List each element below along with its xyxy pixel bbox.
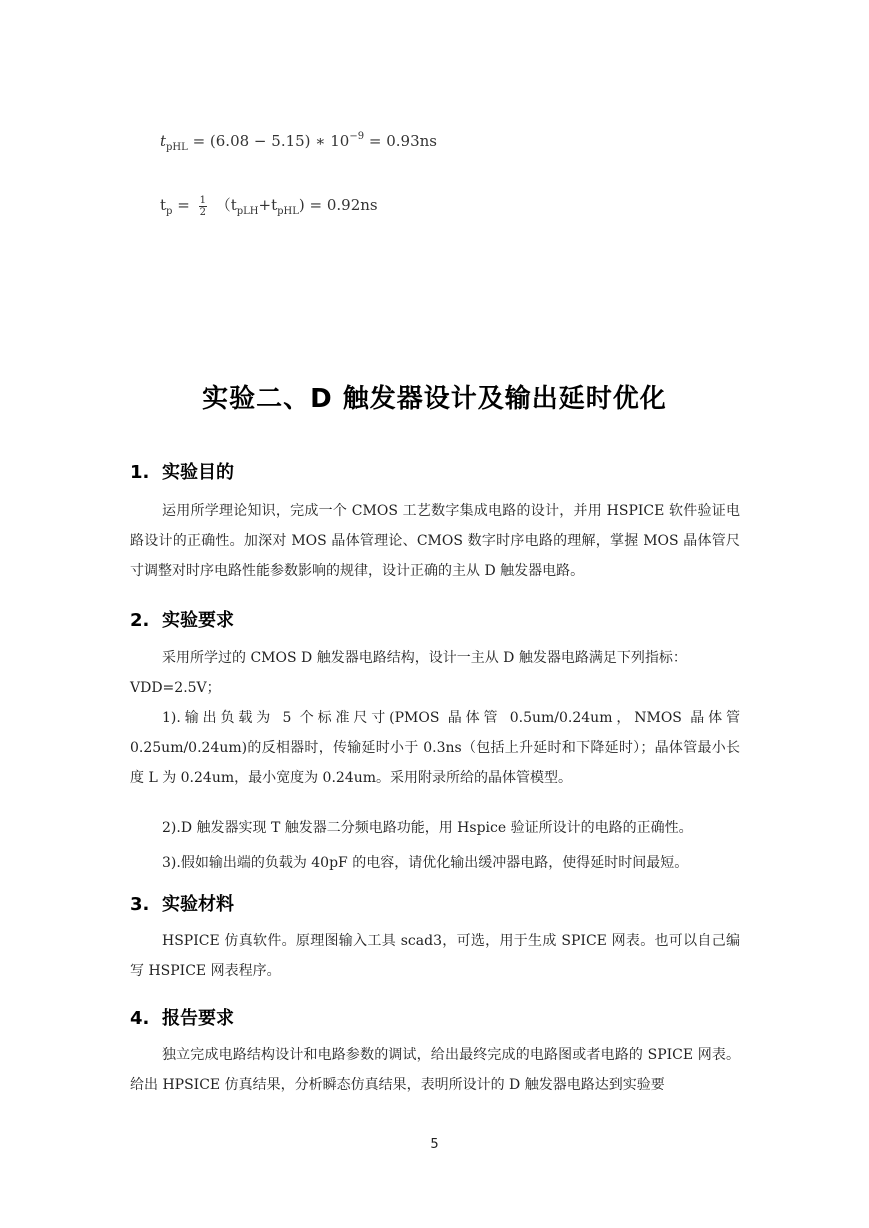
- eq-result: ) = 0.92ns: [298, 196, 378, 214]
- paragraph: 独立完成电路结构设计和电路参数的调试，给出最终完成的电路图或者电路的 SPICE 网表。给出 HPSICE 仿真结果，分析瞬态仿真结果，表明所设计的 D 触发器电路达到实验要: [130, 1047, 740, 1093]
- eq-frac-den: 2: [199, 206, 206, 218]
- eq-open: （t: [215, 196, 237, 214]
- paragraph: HSPICE 仿真软件。原理图输入工具 scad3，可选，用于生成 SPICE 网表。也可以自己编写 HSPICE 网表程序。: [130, 933, 740, 979]
- section-number: 1.: [130, 462, 150, 483]
- eq-sub: pHL: [166, 142, 188, 153]
- eq-var: t: [160, 196, 167, 214]
- section-number: 4.: [130, 1008, 150, 1029]
- eq-plus: +t: [258, 196, 278, 214]
- eq-frac-num: 1: [199, 194, 206, 206]
- eq-result: = 0.93ns: [368, 132, 437, 150]
- equation-tp: [160, 194, 378, 218]
- section-title: 实验材料: [162, 894, 234, 915]
- paragraph: 运用所学理论知识，完成一个 CMOS 工艺数字集成电路的设计，并用 HSPICE 软件验证电路设计的正确性。加深对 MOS 晶体管理论、CMOS 数字时序电路的理解，掌握 MOS 晶体管尺寸调整对时序电路性能参数影响的规律，设计正确的主从 D 触发器电路。: [130, 503, 740, 579]
- eq-exp: −9: [349, 131, 365, 142]
- paragraph: 2).D 触发器实现 T 触发器二分频电路功能，用 Hspice 验证所设计的电路的正确性。: [162, 820, 693, 836]
- equation-tphl: [160, 131, 437, 153]
- section-title: 实验要求: [162, 610, 234, 631]
- section-number: 2.: [130, 610, 150, 631]
- section-heading-1: [130, 458, 234, 484]
- page-title: 实验二、D 触发器设计及输出延时优化: [202, 384, 667, 414]
- section-heading-2: [130, 606, 234, 632]
- paragraph: VDD=2.5V；: [130, 680, 221, 696]
- eq-var: t: [160, 132, 167, 150]
- section-number: 3.: [130, 894, 150, 915]
- paragraph: 1).输出负载为 5 个标准尺寸(PMOS 晶体管 0.5um/0.24um，NMOS 晶体管 0.25um/0.24um)的反相器时，传输延时小于 0.3ns（包括上升延时和下降延时）；晶体管最小长度 L 为 0.24um，最小宽度为 0.24um。采用附录所给的晶体管模型。: [130, 710, 740, 786]
- paragraph: 采用所学过的 CMOS D 触发器电路结构，设计一主从 D 触发器电路满足下列指标：: [162, 650, 687, 666]
- page-number: 5: [430, 1137, 439, 1152]
- section-heading-4: [130, 1004, 234, 1030]
- section-title: 报告要求: [162, 1008, 234, 1029]
- eq-expr: = (6.08 − 5.15) ∗ 10: [192, 132, 350, 150]
- paragraph: 3).假如输出端的负载为 40pF 的电容，请优化输出缓冲器电路，使得延时时间最短。: [162, 855, 689, 871]
- eq-sub1: pLH: [236, 206, 259, 217]
- eq-sub2: pHL: [277, 206, 299, 217]
- section-title: 实验目的: [162, 462, 234, 483]
- eq-sub: p: [166, 206, 173, 217]
- eq-equals: =: [177, 196, 190, 214]
- eq-fraction: [199, 195, 207, 218]
- section-heading-3: [130, 890, 234, 916]
